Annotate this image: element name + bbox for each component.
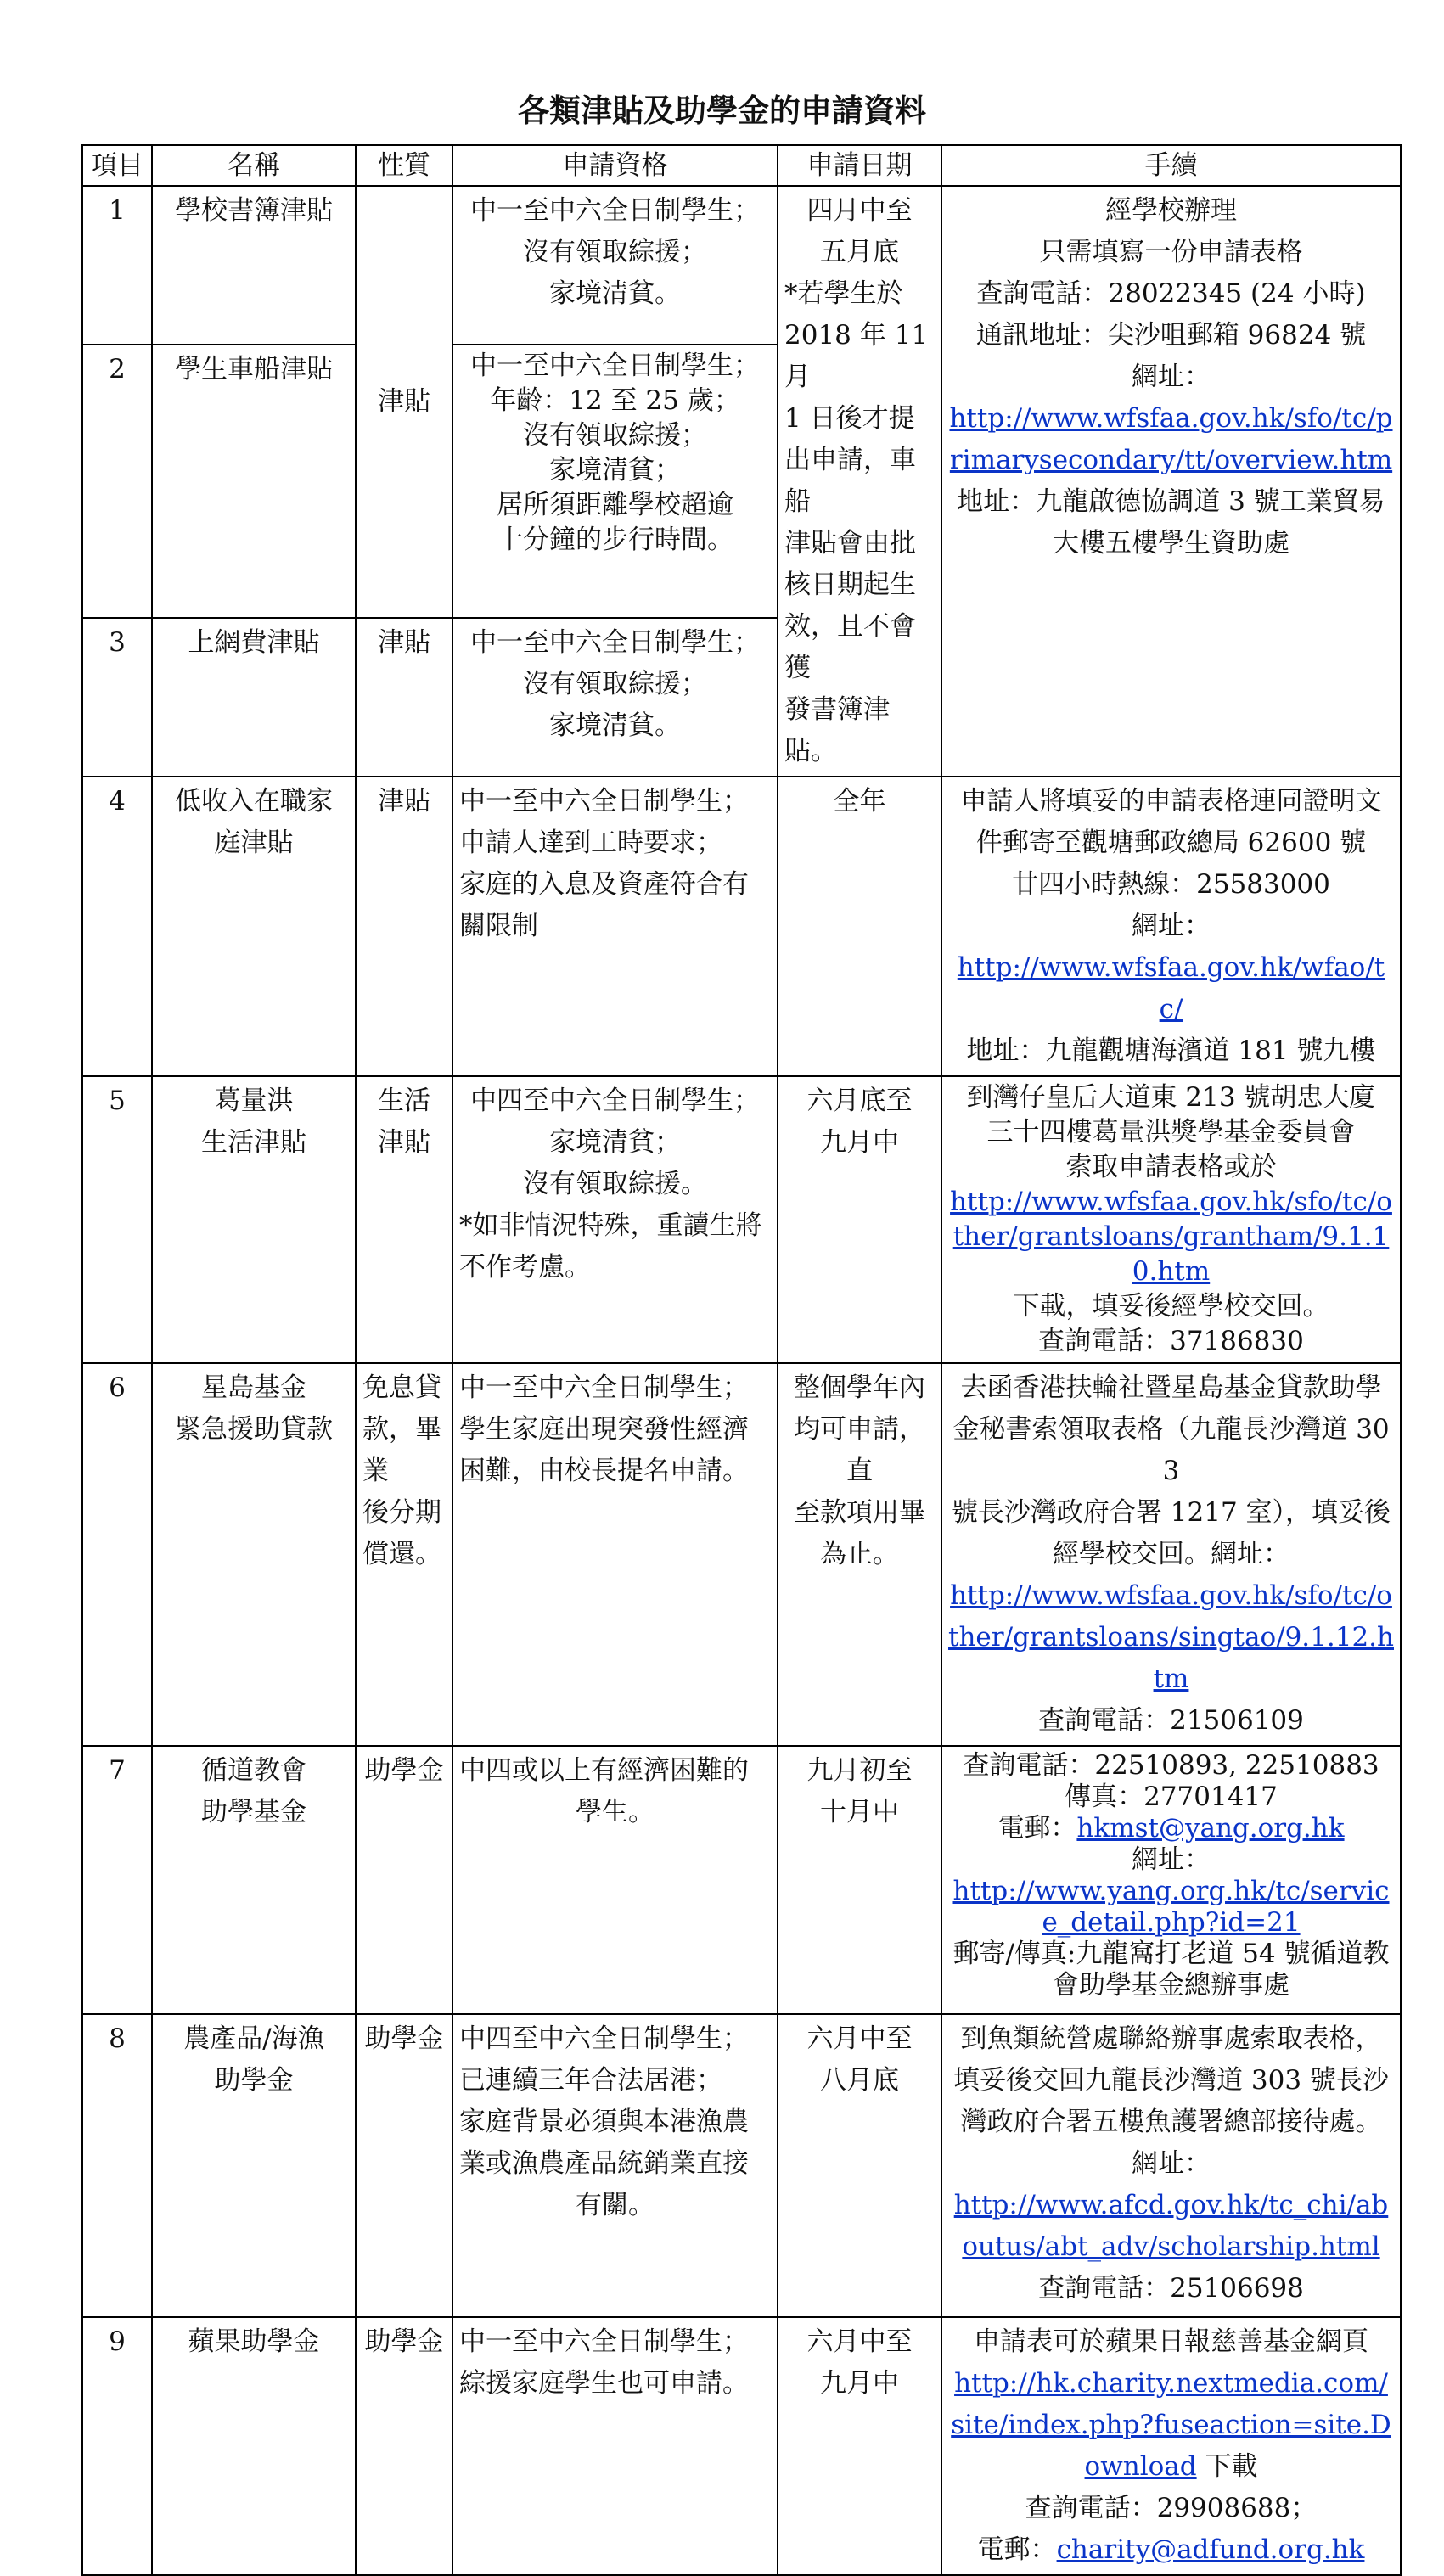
name-line: 助學金 <box>214 2065 294 2096</box>
date-line: 全年 <box>833 786 886 817</box>
date-line: 均可申請，直 <box>794 1414 925 1486</box>
email-line <box>948 1813 1394 1844</box>
item-nature <box>356 1746 452 2014</box>
procedure-line: 查詢電話：28022345 (24 小時) <box>976 278 1366 309</box>
procedure-line: 查詢電話：22510893, 22510883 <box>963 1750 1379 1781</box>
item-number: 2 <box>82 345 152 618</box>
procedure-link[interactable]: http://www.wfsfaa.gov.hk/sfo/tc/primarysecondary/tt/overview.htm <box>949 403 1393 475</box>
link-line <box>948 2363 1394 2488</box>
procedure-link[interactable]: http://www.wfsfaa.gov.hk/sfo/tc/other/grantsloans/singtao/9.1.12.htm <box>948 1580 1394 1694</box>
date-line: 1 日後才提 <box>784 403 915 434</box>
name-line: 生活津貼 <box>201 1127 306 1158</box>
procedure-line: 網址： <box>1132 2148 1211 2179</box>
procedure-line: 申請人將填妥的申請表格連同證明文 <box>960 786 1382 817</box>
nature-line: 償還。 <box>362 1539 441 1569</box>
date-line: 至款項用畢 <box>794 1497 925 1528</box>
date-line: 六月中至 <box>806 2326 913 2357</box>
item-procedure <box>941 777 1401 1076</box>
procedure-line: 到魚類統營處聯絡辦事處索取表格， <box>960 2023 1382 2054</box>
procedure-line: 索取申請表格或於 <box>1065 1152 1277 1182</box>
item-nature: 津貼 <box>356 618 452 777</box>
header-eligibility: 申請資格 <box>452 145 778 186</box>
item-procedure <box>941 186 1401 777</box>
item-number: 1 <box>82 186 152 345</box>
date-line: 津貼會由批 <box>784 528 916 558</box>
table-row <box>82 186 1401 345</box>
procedure-line: 郵寄/傳真:九龍窩打老道 54 號循道教 <box>952 1939 1390 1969</box>
item-date <box>778 1746 941 2014</box>
eligibility-line: 中一至中六全日制學生； <box>470 626 760 658</box>
item-eligibility <box>452 345 778 618</box>
nature-line: 津貼 <box>378 1127 430 1158</box>
procedure-line: 網址： <box>1132 911 1211 941</box>
email-link[interactable]: hkmst@yang.org.hk <box>1076 1813 1345 1844</box>
item-procedure <box>941 2317 1401 2575</box>
date-line: 效，且不會獲 <box>784 611 916 683</box>
eligibility-line: 中一至中六全日制學生； <box>459 1372 749 1403</box>
nature-line: 後分期 <box>362 1497 441 1528</box>
procedure-line: 灣政府合署五樓魚護署總部接待處。 <box>960 2107 1382 2137</box>
eligibility-line: 家境清貧。 <box>549 278 681 309</box>
item-eligibility <box>452 777 778 1076</box>
date-line: 貼。 <box>784 736 837 766</box>
eligibility-line: 學生家庭出現突發性經濟 <box>459 1414 749 1445</box>
procedure-line: 金秘書索領取表格（九龍長沙灣道 303 <box>952 1414 1390 1486</box>
date-line: 六月底至 <box>806 1086 913 1116</box>
procedure-line: 查詢電話：25106698 <box>1038 2273 1304 2304</box>
item-nature: 津貼 <box>356 186 452 618</box>
date-line: 出申請，車船 <box>784 445 916 517</box>
nature-line: 助學金 <box>364 2326 444 2357</box>
item-procedure <box>941 1076 1401 1363</box>
procedure-line: 網址： <box>1132 362 1211 392</box>
table-header-row <box>82 145 1401 186</box>
item-nature <box>356 2014 452 2317</box>
name-line: 學校書簿津貼 <box>175 195 333 226</box>
eligibility-line: 有關。 <box>576 2190 655 2220</box>
item-date <box>778 1363 941 1746</box>
nature-line: 津貼 <box>378 786 430 817</box>
item-procedure <box>941 2014 1401 2317</box>
item-number: 6 <box>82 1363 152 1746</box>
name-line: 循道教會 <box>201 1755 306 1786</box>
eligibility-line: 業或漁農產品統銷業直接 <box>459 2148 749 2179</box>
table-row <box>82 777 1401 1076</box>
date-line: 為止。 <box>820 1539 899 1569</box>
nature-line: 免息貸 <box>362 1372 441 1403</box>
procedure-line: 地址：九龍啟德協調道 3 號工業貿易 <box>957 486 1385 517</box>
eligibility-line: 家庭的入息及資產符合有 <box>459 869 749 900</box>
procedure-line: 件郵寄至觀塘郵政總局 62600 號 <box>975 828 1367 858</box>
item-name <box>152 1746 356 2014</box>
procedure-line: 只需填寫一份申請表格 <box>1039 237 1303 267</box>
procedure-line: 申請表可於蘋果日報慈善基金網頁 <box>974 2326 1368 2357</box>
item-name <box>152 1363 356 1746</box>
eligibility-line: 家境清貧； <box>549 455 681 486</box>
eligibility-line: 沒有領取綜援。 <box>523 1169 707 1199</box>
procedure-line: 地址：九龍觀塘海濱道 181 號九樓 <box>966 1035 1376 1066</box>
procedure-line: 經學校辦理 <box>1105 195 1237 226</box>
item-name <box>152 1076 356 1363</box>
item-eligibility <box>452 1746 778 2014</box>
email-label: 電郵： <box>977 2534 1057 2565</box>
item-eligibility <box>452 1363 778 1746</box>
procedure-line: 通訊地址：尖沙咀郵箱 96824 號 <box>975 320 1367 351</box>
header-item: 項目 <box>82 145 152 186</box>
name-line: 蘋果助學金 <box>188 2326 320 2357</box>
item-name <box>152 345 356 618</box>
eligibility-line: 中一至中六全日制學生； <box>470 195 760 226</box>
date-line: 整個學年內 <box>794 1372 925 1403</box>
procedure-link[interactable]: http://www.afcd.gov.hk/tc_chi/aboutus/abt_adv/scholarship.html <box>953 2190 1389 2262</box>
eligibility-line: 中四至中六全日制學生； <box>459 2023 749 2054</box>
procedure-link[interactable]: http://www.wfsfaa.gov.hk/wfao/tc/ <box>957 952 1385 1024</box>
eligibility-line: 學生。 <box>576 1797 655 1827</box>
name-line: 助學基金 <box>201 1797 306 1827</box>
eligibility-line: 沒有領取綜援； <box>523 668 707 699</box>
item-number: 8 <box>82 2014 152 2317</box>
date-line: 核日期起生 <box>784 570 916 600</box>
eligibility-line: 申請人達到工時要求； <box>459 828 722 858</box>
procedure-line: 會助學基金總辦事處 <box>1053 1970 1289 2001</box>
table-row <box>82 2014 1401 2317</box>
eligibility-line: 沒有領取綜援； <box>523 420 707 452</box>
item-eligibility <box>452 618 778 777</box>
procedure-link[interactable]: http://hk.charity.nextmedia.com/site/index.php?fuseaction=site.Download <box>951 2368 1391 2482</box>
date-line: *若學生於 <box>784 278 903 309</box>
item-name <box>152 618 356 777</box>
item-eligibility <box>452 186 778 345</box>
eligibility-line: *如非情況特殊，重讀生將 <box>459 1210 762 1241</box>
header-nature: 性質 <box>356 145 452 186</box>
item-date <box>778 2014 941 2317</box>
eligibility-line: 中四至中六全日制學生； <box>470 1086 760 1116</box>
eligibility-line: 關限制 <box>459 911 538 941</box>
name-line: 緊急援助貸款 <box>175 1414 333 1445</box>
procedure-line: 經學校交回。網址： <box>1053 1539 1289 1569</box>
name-line: 上網費津貼 <box>188 626 320 658</box>
table-row <box>82 2317 1401 2575</box>
nature-line: 生活 <box>378 1086 430 1116</box>
eligibility-line: 中一至中六全日制學生； <box>459 2326 749 2357</box>
item-procedure <box>941 1363 1401 1746</box>
item-name <box>152 2014 356 2317</box>
header-date: 申請日期 <box>778 145 941 186</box>
date-line: 九月初至 <box>806 1755 913 1786</box>
name-line: 庭津貼 <box>214 828 294 858</box>
procedure-line: 號長沙灣政府合署 1217 室），填妥後 <box>951 1497 1391 1528</box>
date-line: 發書簿津 <box>784 694 890 725</box>
eligibility-line: 不作考慮。 <box>459 1252 591 1282</box>
date-line: 2018 年 11 月 <box>784 320 929 392</box>
name-line: 星島基金 <box>201 1372 306 1403</box>
date-line: 六月中至 <box>806 2023 913 2054</box>
procedure-line: 查詢電話：21506109 <box>1038 1705 1304 1736</box>
date-line: 十月中 <box>820 1797 899 1827</box>
item-eligibility <box>452 2317 778 2575</box>
table-row <box>82 1076 1401 1363</box>
eligibility-line: 家庭背景必須與本港漁農 <box>459 2107 749 2137</box>
eligibility-line: 沒有領取綜援； <box>523 237 707 267</box>
nature-line: 助學金 <box>364 1755 444 1786</box>
procedure-line: 查詢電話：29908688； <box>1025 2493 1318 2523</box>
item-nature <box>356 2317 452 2575</box>
date-line: 四月中至 <box>806 195 913 226</box>
procedure-line: 到灣仔皇后大道東 213 號胡忠大廈 <box>966 1082 1376 1113</box>
procedure-line: 查詢電話：37186830 <box>1038 1326 1304 1356</box>
eligibility-line: 困難，由校長提名申請。 <box>459 1456 749 1486</box>
item-date <box>778 777 941 1076</box>
eligibility-line: 中一至中六全日制學生； <box>459 786 749 817</box>
eligibility-line: 居所須距離學校超逾 <box>497 490 733 521</box>
header-name: 名稱 <box>152 145 356 186</box>
procedure-line: 去函香港扶輪社暨星島基金貸款助學 <box>960 1372 1382 1403</box>
procedure-line: 填妥後交回九龍長沙灣道 303 號長沙 <box>953 2065 1389 2096</box>
eligibility-line: 家境清貧； <box>549 1127 681 1158</box>
item-procedure <box>941 1746 1401 2014</box>
item-number: 5 <box>82 1076 152 1363</box>
name-line: 農產品/海漁 <box>183 2023 324 2054</box>
item-nature <box>356 1363 452 1746</box>
name-line: 低收入在職家 <box>175 786 333 817</box>
eligibility-line: 年齡：12 至 25 歲； <box>490 385 740 417</box>
table-row <box>82 1746 1401 2014</box>
item-eligibility <box>452 2014 778 2317</box>
date-line: 八月底 <box>820 2065 899 2096</box>
eligibility-line: 十分鐘的步行時間。 <box>497 525 733 556</box>
link-suffix: 下載 <box>1205 2451 1258 2482</box>
item-eligibility <box>452 1076 778 1363</box>
procedure-line: 廿四小時熱線：25583000 <box>1012 869 1330 900</box>
date-line: 九月中 <box>820 2368 899 2399</box>
eligibility-line: 已連續三年合法居港； <box>459 2065 722 2096</box>
procedure-link[interactable]: http://www.wfsfaa.gov.hk/sfo/tc/other/grantsloans/grantham/9.1.10.htm <box>950 1187 1392 1287</box>
email-link[interactable]: charity@adfund.org.hk <box>1056 2534 1365 2565</box>
eligibility-line: 綜援家庭學生也可申請。 <box>459 2368 749 2399</box>
eligibility-line: 家境清貧。 <box>549 710 681 741</box>
table-row <box>82 1363 1401 1746</box>
item-date <box>778 186 941 777</box>
date-line: 九月中 <box>820 1127 899 1158</box>
item-nature <box>356 777 452 1076</box>
eligibility-line: 中一至中六全日制學生； <box>470 351 760 382</box>
header-procedure: 手續 <box>941 145 1401 186</box>
procedure-line: 三十四樓葛量洪獎學基金委員會 <box>986 1117 1356 1148</box>
nature-line: 助學金 <box>364 2023 444 2054</box>
date-line: 五月底 <box>820 237 899 267</box>
email-label: 電郵： <box>997 1813 1077 1844</box>
item-date <box>778 2317 941 2575</box>
item-number: 9 <box>82 2317 152 2575</box>
name-line: 學生車船津貼 <box>175 354 333 385</box>
item-nature <box>356 1076 452 1363</box>
item-date <box>778 1076 941 1363</box>
procedure-link[interactable]: http://www.yang.org.hk/tc/service_detail.php?id=21 <box>952 1876 1390 1938</box>
item-name <box>152 2317 356 2575</box>
subsidy-table <box>81 144 1402 2576</box>
procedure-line: 傳真：27701417 <box>1065 1782 1278 1812</box>
eligibility-line: 中四或以上有經濟困難的 <box>459 1755 749 1786</box>
item-name <box>152 777 356 1076</box>
email-line <box>948 2529 1394 2571</box>
page-title: 各類津貼及助學金的申請資料 <box>518 93 926 129</box>
nature-line: 款，畢業 <box>362 1414 441 1486</box>
procedure-line: 大樓五樓學生資助處 <box>1053 528 1289 558</box>
item-number: 3 <box>82 618 152 777</box>
item-name <box>152 186 356 345</box>
item-number: 7 <box>82 1746 152 2014</box>
web-label: 網址： <box>1132 1844 1211 1875</box>
name-line: 葛量洪 <box>214 1086 294 1116</box>
item-number: 4 <box>82 777 152 1076</box>
procedure-line: 下載，填妥後經學校交回。 <box>1013 1291 1329 1322</box>
